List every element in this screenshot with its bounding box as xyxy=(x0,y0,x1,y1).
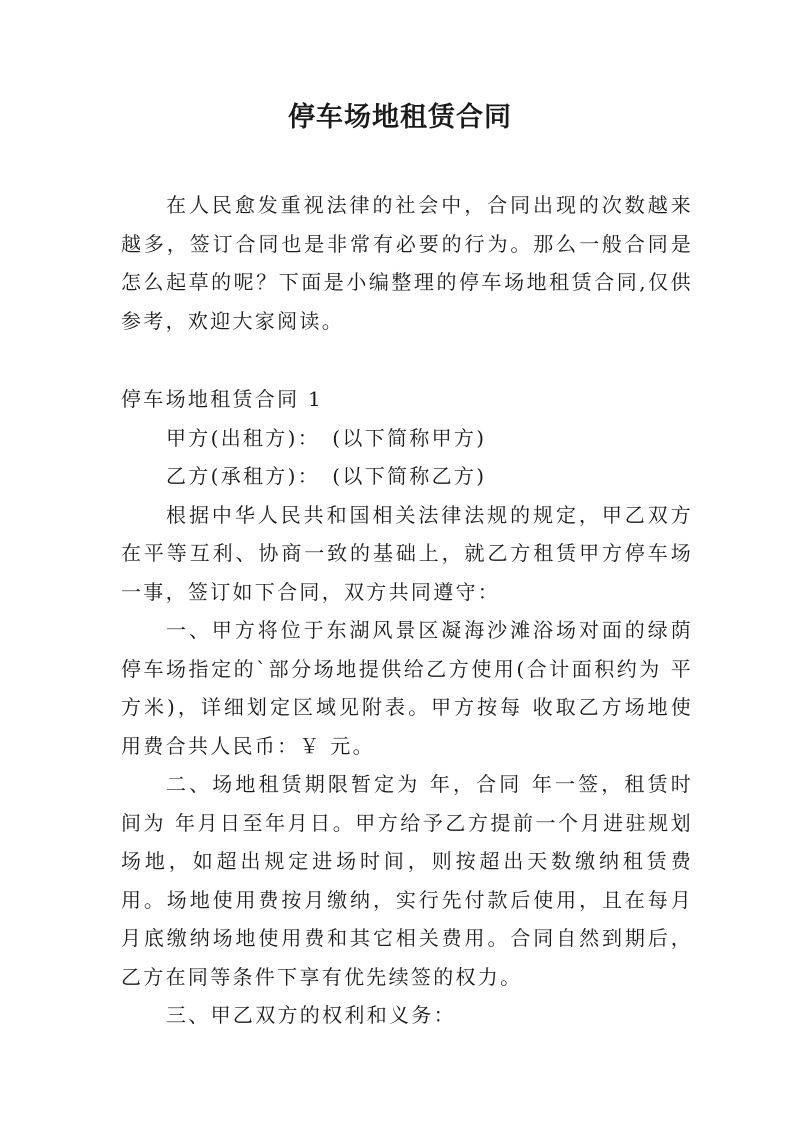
document-body xyxy=(121,186,693,1035)
document-title: 停车场地租赁合同 xyxy=(288,102,512,133)
clause-3-paragraph: 三、甲乙双方的权利和义务： xyxy=(166,1003,456,1027)
party-a-line: 甲方(出租方)： (以下简称甲方) xyxy=(166,425,487,450)
clause-1-paragraph: 一、甲方将位于东湖风景区凝海沙滩浴场对面的绿荫停车场指定的`部分场地提供给乙方使用(合计面积约为 平方米)，详细划定区域见附表。甲方按每 收取乙方场地使用费合共人民币：￥ 元。 xyxy=(121,618,693,758)
intro-paragraph: 在人民愈发重视法律的社会中，合同出现的次数越来越多，签订合同也是非常有必要的行为。那么一般合同是怎么起草的呢？下面是小编整理的停车场地租赁合同,仅供参考，欢迎大家阅读。 xyxy=(121,193,693,333)
paragraph-gap xyxy=(121,340,693,380)
section-heading: 停车场地租赁合同 1 xyxy=(121,387,324,411)
party-b-line: 乙方(承租方)： (以下简称乙方) xyxy=(166,464,487,488)
preamble-paragraph: 根据中华人民共和国相关法律法规的规定，甲乙双方在平等互利、协商一致的基础上，就乙方租赁甲方停车场一事，签订如下合同，双方共同遵守： xyxy=(121,502,693,604)
clause-2-paragraph: 二、场地租赁期限暂定为 年，合同 年一签，租赁时间为 年月日至年月日。甲方给予乙方提前一个月进驻规划场地，如超出规定进场时间，则按超出天数缴纳租赁费用。场地使用费按月缴纳，实行先付款后使用，且在每月月底缴纳场地使用费和其它相关费用。合同自然到期后，乙方在同等条件下享有优先续签的权力。 xyxy=(121,772,693,989)
